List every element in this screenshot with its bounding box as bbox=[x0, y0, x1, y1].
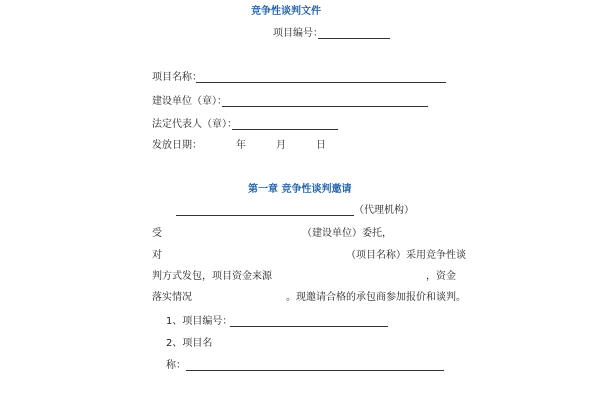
issue-date-year: 年 bbox=[236, 140, 246, 151]
legal-rep-blank bbox=[232, 129, 338, 130]
project-name-blank bbox=[196, 82, 446, 83]
status-prefix: 落实情况 bbox=[152, 292, 192, 303]
entrust-suffix: （建设单位）委托， bbox=[302, 228, 392, 239]
agency-blank bbox=[176, 215, 354, 216]
item-2-blank bbox=[186, 370, 444, 371]
funding-suffix: ，资金 bbox=[426, 271, 456, 282]
project-number-blank bbox=[318, 38, 390, 39]
to-suffix: （项目名称）采用竞争性谈 bbox=[346, 250, 466, 261]
issue-date-month: 月 bbox=[276, 140, 286, 151]
issue-date-label: 发放日期： bbox=[152, 140, 202, 151]
agency-label: （代理机构） bbox=[354, 205, 414, 216]
project-name-label: 项目名称： bbox=[152, 72, 202, 83]
status-suffix: 。现邀请合格的承包商参加报价和谈判。 bbox=[286, 292, 466, 303]
builder-label: 建设单位（章）： bbox=[152, 96, 227, 107]
entrust-prefix: 受 bbox=[152, 228, 162, 239]
project-number-label: 项目编号： bbox=[273, 28, 323, 39]
item-1-blank bbox=[230, 326, 388, 327]
document-title: 竞争性谈判文件 bbox=[251, 6, 321, 17]
legal-rep-label: 法定代表人（章）： bbox=[152, 119, 237, 130]
item-2-label: 2、项目名 bbox=[166, 338, 213, 349]
to-prefix: 对 bbox=[152, 250, 162, 261]
chapter-title: 第一章 竞争性谈判邀请 bbox=[248, 184, 352, 195]
item-2-continued: 称： bbox=[166, 360, 186, 371]
issue-date-day: 日 bbox=[316, 140, 326, 151]
funding-prefix: 判方式发包，项目资金来源 bbox=[152, 271, 272, 282]
item-1-label: 1、项目编号： bbox=[166, 316, 233, 327]
builder-blank bbox=[222, 106, 428, 107]
